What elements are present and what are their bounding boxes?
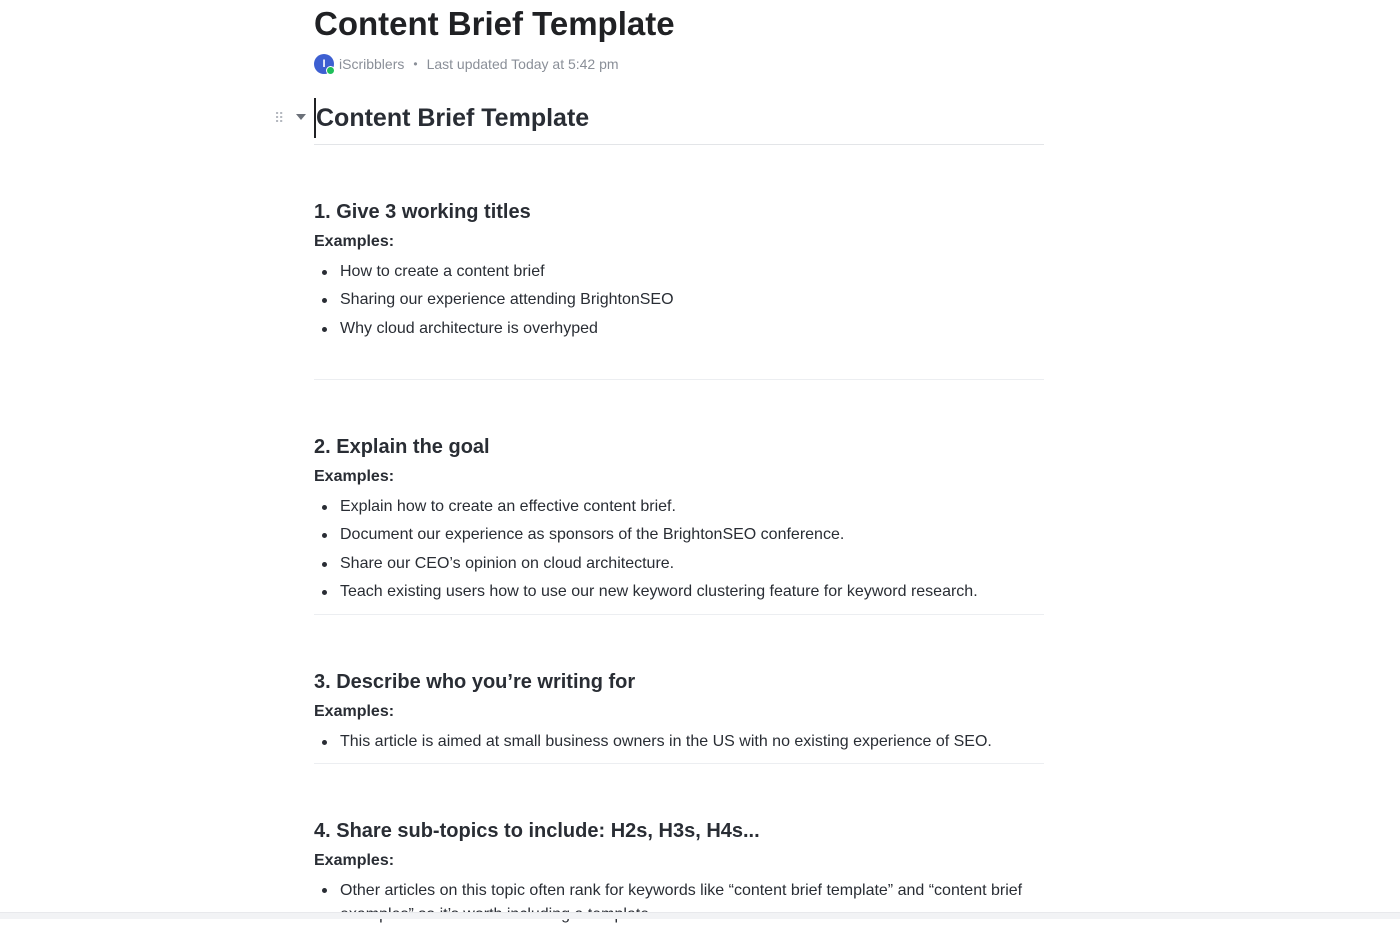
list-item[interactable]: Explain how to create an effective content brief.	[340, 493, 1044, 521]
list-item[interactable]: Teach existing users how to use our new keyword clustering feature for keyword research.	[340, 578, 1044, 606]
section-audience	[314, 668, 1044, 756]
divider	[314, 763, 1044, 764]
document-meta	[314, 52, 619, 76]
list-item[interactable]: Document our experience as sponsors of the BrightonSEO conference.	[340, 521, 1044, 549]
avatar-initial: I	[322, 58, 326, 70]
section-working-titles	[314, 198, 1044, 343]
list-item[interactable]: Other articles on this topic often rank for keywords like “content brief template” and “content brief	[340, 877, 1044, 927]
section-title[interactable]: 1. Give 3 working titles	[314, 201, 531, 223]
list-item[interactable]: Sharing our experience attending BrightonSEO	[340, 286, 1044, 314]
section-explain-goal	[314, 433, 1044, 607]
section-title[interactable]: 3. Describe who you’re writing for	[314, 671, 636, 693]
drag-handle-icon[interactable]: ⠿	[274, 110, 285, 126]
heading-block[interactable]	[314, 98, 1044, 145]
examples-label[interactable]: Examples:	[314, 852, 395, 869]
examples-label[interactable]: Examples:	[314, 468, 395, 485]
section-sub-topics	[314, 817, 1044, 927]
bullet-list	[314, 493, 1044, 607]
list-item[interactable]: How to create a content brief	[340, 258, 1044, 286]
list-item[interactable]: Share our CEO’s opinion on cloud architecture.	[340, 550, 1044, 578]
avatar[interactable]	[314, 54, 334, 74]
bullet-list	[314, 728, 1044, 756]
divider	[314, 379, 1044, 380]
meta-separator: •	[413, 57, 418, 71]
list-item[interactable]: Why cloud architecture is overhyped	[340, 315, 1044, 343]
section-title[interactable]: 4. Share sub-topics to include: H2s, H3s, H4s...	[314, 820, 760, 842]
examples-label[interactable]: Examples:	[314, 233, 395, 250]
page-title[interactable]: Content Brief Template	[314, 5, 675, 42]
bullet-list	[314, 258, 1044, 343]
document-heading[interactable]: Content Brief Template	[314, 98, 1044, 138]
last-updated: Last updated Today at 5:42 pm	[426, 56, 619, 72]
list-item[interactable]: This article is aimed at small business owners in the US with no existing experience of SEO.	[340, 728, 1044, 756]
author-name[interactable]: iScribblers	[339, 56, 405, 72]
divider	[314, 614, 1044, 615]
bullet-list	[314, 877, 1044, 927]
online-status-dot	[326, 66, 335, 75]
section-title[interactable]: 2. Explain the goal	[314, 436, 490, 458]
collapse-caret-icon[interactable]	[296, 114, 306, 120]
examples-label[interactable]: Examples:	[314, 703, 395, 720]
